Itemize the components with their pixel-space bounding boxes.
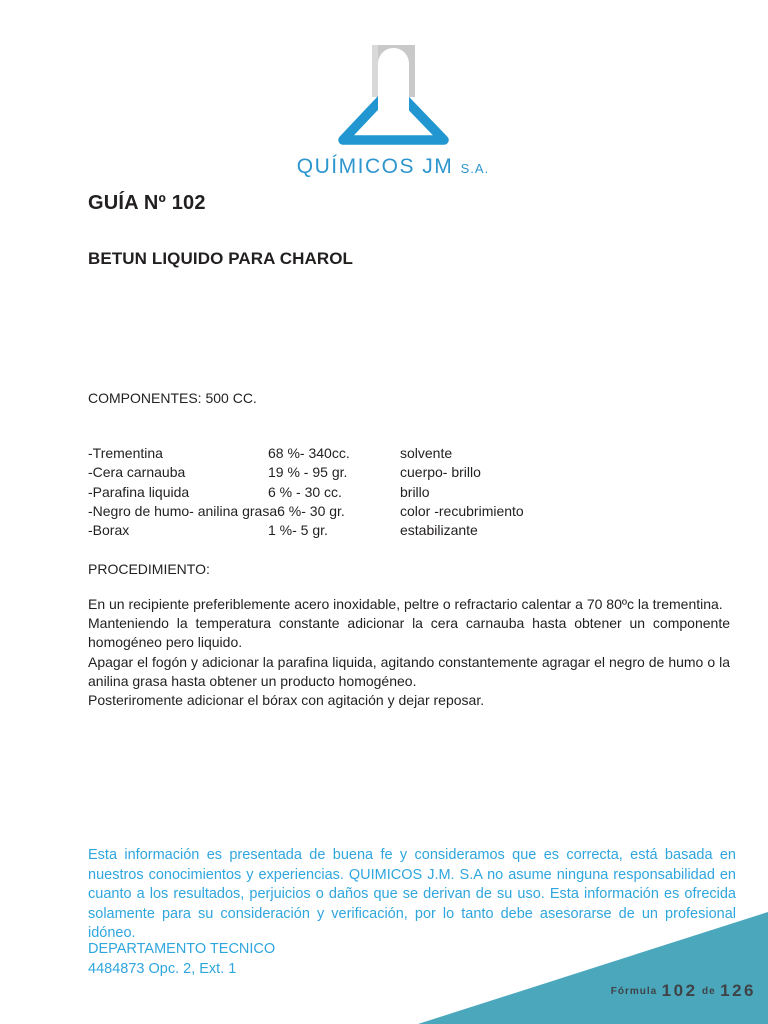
components-heading: COMPONENTES: 500 CC. bbox=[88, 390, 257, 406]
component-name: -Trementina bbox=[88, 445, 163, 461]
component-function: cuerpo- brillo bbox=[400, 464, 481, 481]
procedure-step: Apagar el fogón y adicionar la parafina liquida, agitando constantemente agragar el negro de humo o la anilina grasa hasta obtener un producto homogéneo. bbox=[88, 653, 730, 689]
contact-block bbox=[88, 940, 275, 979]
component-amount: 68 %- 340cc. bbox=[268, 445, 350, 461]
component-amount: 6 %- 30 gr. bbox=[277, 502, 345, 519]
component-row bbox=[88, 463, 738, 482]
department-name: DEPARTAMENTO TECNICO bbox=[88, 941, 276, 957]
component-function: estabilizante bbox=[400, 522, 478, 539]
procedure-step: En un recipiente preferiblemente acero inoxidable, peltre o refractario calentar a 70 80ºc la trementina. bbox=[88, 596, 723, 612]
formula-separator: de bbox=[702, 986, 716, 997]
component-function: solvente bbox=[400, 445, 453, 461]
formula-total: 126 bbox=[720, 981, 756, 1000]
company-logo bbox=[9, 45, 768, 179]
formula-page-indicator bbox=[611, 981, 756, 1001]
procedure-heading: PROCEDIMIENTO: bbox=[88, 561, 210, 577]
component-name: -Borax bbox=[88, 522, 130, 539]
component-row bbox=[88, 502, 738, 521]
component-amount: 1 %- 5 gr. bbox=[268, 522, 328, 539]
component-function: color -recubrimiento bbox=[400, 502, 524, 519]
company-suffix: S.A. bbox=[460, 161, 490, 176]
component-amount: 6 % - 30 cc. bbox=[268, 483, 342, 500]
component-function: brillo bbox=[400, 483, 430, 500]
component-name: -Negro de humo- anilina grasa bbox=[88, 502, 278, 519]
procedure-step: Manteniendo la temperatura constante adicionar la cera carnauba hasta obtener un componente homogéneo pero liquido. bbox=[88, 615, 730, 651]
component-row bbox=[88, 444, 738, 463]
component-row bbox=[88, 521, 738, 540]
product-title: BETUN LIQUIDO PARA CHAROL bbox=[88, 249, 354, 268]
department-phone: 4484873 Opc. 2, Ext. 1 bbox=[88, 960, 237, 977]
formula-number: 102 bbox=[661, 981, 698, 1000]
procedure-text bbox=[88, 595, 730, 710]
components-table bbox=[88, 444, 738, 540]
procedure-step: Posteriromente adicionar el bórax con agitación y dejar reposar. bbox=[88, 692, 485, 709]
component-amount: 19 % - 95 gr. bbox=[268, 464, 348, 481]
component-name: -Parafina liquida bbox=[88, 483, 190, 500]
disclaimer-text: Esta información es presentada de buena fe y consideramos que es correcta, está basada en nuestros conocimientos y experiencias. QUIMICOS J.M. S.A no asume ninguna responsabilidad en cuanto a los resultados, perjuicios o daños que se derivan de su uso. Esta información es ofrecida solamente para su consideración y verificación, por lo tanto debe asesorarse de un profesional idóneo. bbox=[88, 847, 736, 942]
component-name: -Cera carnauba bbox=[88, 464, 186, 481]
formula-label: Fórmula bbox=[610, 986, 658, 997]
flask-icon bbox=[331, 45, 455, 149]
component-row bbox=[88, 483, 738, 502]
guide-title: GUÍA Nº 102 bbox=[88, 192, 206, 214]
company-name: QUÍMICOS JM S.A. bbox=[296, 155, 490, 178]
